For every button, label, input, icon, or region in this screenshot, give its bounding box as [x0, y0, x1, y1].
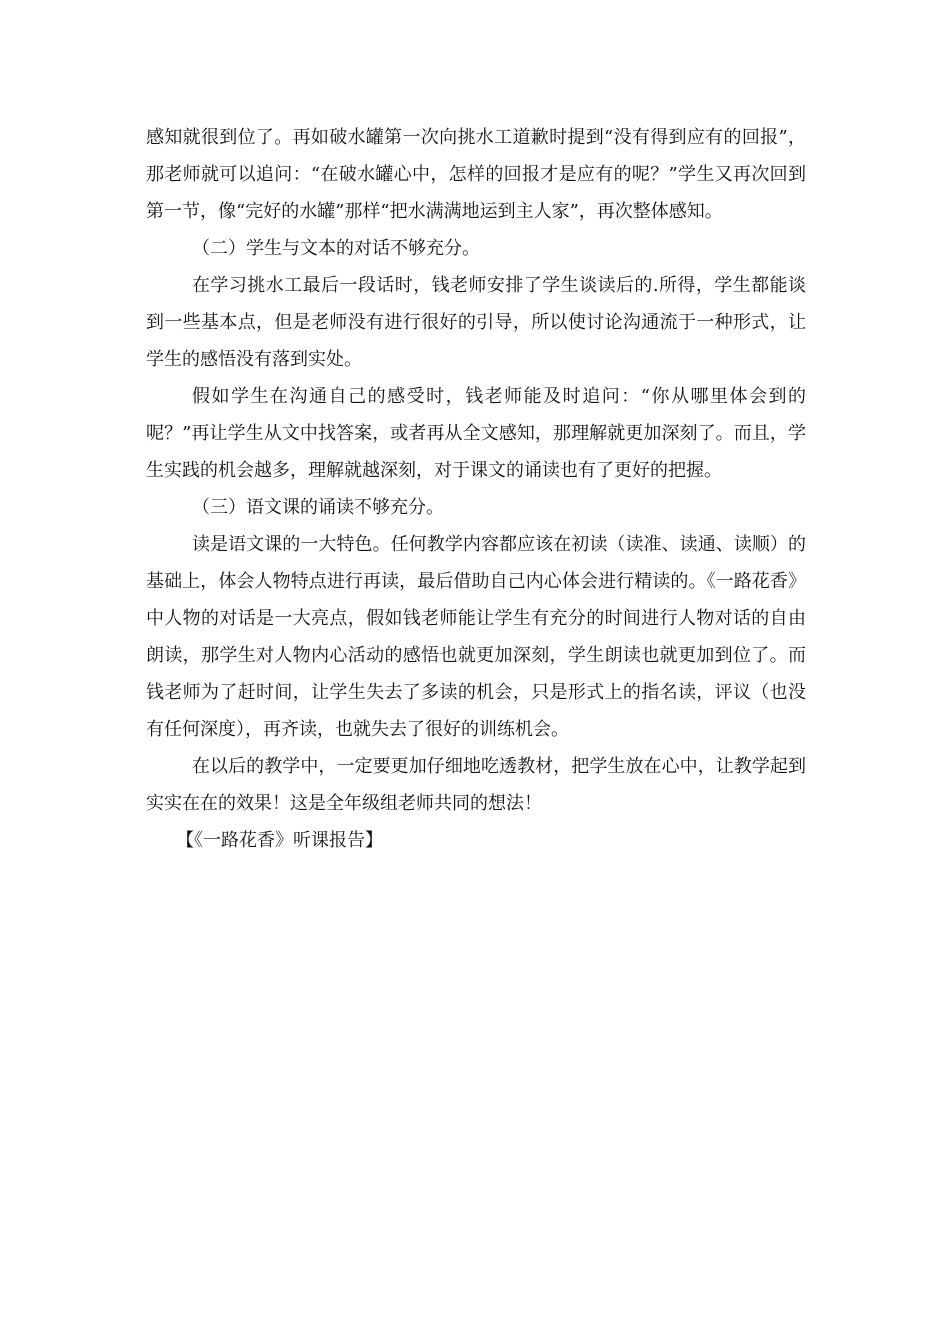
report-title-footer: 【《一路花香》听课报告】 — [176, 830, 383, 851]
paragraph-dialogue-analysis: 在学习挑水工最后一段话时，钱老师安排了学生谈读后的.所得，学生都能谈到一些基本点，但是老师没有进行很好的引导，所以使讨论沟通流于一种形式，让学生的感悟没有落到实处。 — [146, 275, 806, 370]
document-body — [146, 119, 806, 859]
paragraph-conclusion: 在以后的教学中，一定要更加仔细地吃透教材，把学生放在心中，让教学起到实实在在的效果！这是全年级组老师共同的想法！ — [146, 756, 806, 814]
section-heading-three: （三）语文课的诵读不够充分。 — [192, 497, 444, 518]
paragraph-continuation: 感知就很到位了。再如破水罐第一次向挑水工道歉时提到“没有得到应有的回报”，那老师就可以追问：“在破水罐心中，怎样的回报才是应有的呢？”学生又再次回到第一节，像“完好的水罐”那样“把水满满地运到主人家”，再次整体感知。 — [146, 127, 806, 222]
paragraph-follow-up-question: 假如学生在沟通自己的感受时，钱老师能及时追问：“你从哪里体会到的呢？”再让学生从文中找答案，或者再从全文感知，那理解就更加深刻了。而且，学生实践的机会越多，理解就越深刻，对于课文的诵读也有了更好的把握。 — [146, 386, 806, 481]
section-heading-two: （二）学生与文本的对话不够充分。 — [192, 238, 480, 259]
paragraph-reading-practice: 读是语文课的一大特色。任何教学内容都应该在初读（读准、读通、读顺）的基础上，体会人物特点进行再读，最后借助自己内心体会进行精读的。《一路花香》中人物的对话是一大亮点，假如钱老师能让学生有充分的时间进行人物对话的自由朗读，那学生对人物内心活动的感悟也就更加深刻，学生朗读也就更加到位了。而钱老师为了赶时间，让学生失去了多读的机会，只是形式上的指名读，评议（也没有任何深度），再齐读，也就失去了很好的训练机会。 — [146, 534, 806, 740]
